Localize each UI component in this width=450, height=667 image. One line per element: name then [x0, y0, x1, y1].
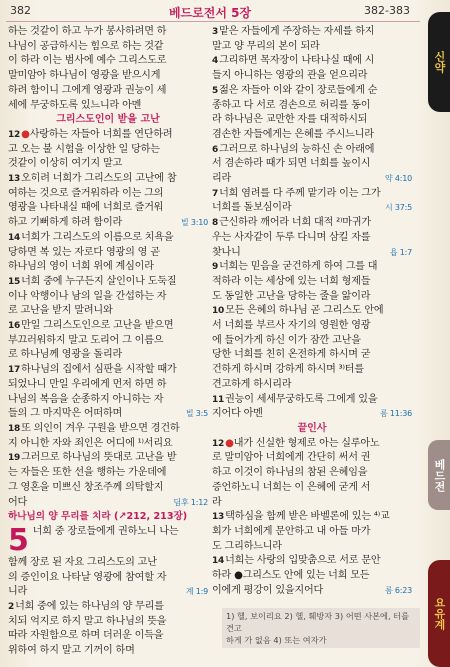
text-line — [8, 496, 208, 511]
verse-text: 겸손한 자들에게는 은혜를 주시느니라 — [212, 128, 374, 140]
verse-text: 지 아니한 자와 죄인은 어디에 ¹⁾서리요 — [8, 437, 173, 449]
verse-text: 오히려 너희가 그리스도의 고난에 참 — [21, 173, 177, 185]
verse-text: 너희는 사랑의 입맞춤으로 서로 문안 — [225, 555, 381, 567]
text-line — [8, 319, 208, 334]
text-line — [8, 40, 208, 55]
verse-text: 우는 사자같이 두루 다니며 삼킬 자를 — [212, 231, 371, 243]
verse-text: 근신하라 깨어라 너희 대적 ²⁾마귀가 — [219, 217, 371, 229]
text-line — [8, 378, 208, 393]
header-rule — [6, 21, 420, 22]
text-line — [212, 99, 412, 114]
verse-text: 하라 ●그리스도 안에 있는 너희 모든 — [212, 570, 370, 582]
verse-text: 그러므로 하나님의 능하신 손 아래에 — [219, 143, 375, 155]
verse-text: 하려 함이니 그에게 영광과 권능이 세 — [8, 84, 167, 96]
text-line — [8, 69, 208, 84]
verse-text: 너희 염려를 다 주께 맡기라 이는 그가 — [219, 187, 381, 199]
text-line — [8, 348, 208, 363]
text-line — [8, 556, 208, 571]
verse-text: 맡은 자들에게 주장하는 자세를 하지 — [219, 26, 375, 37]
text-line — [212, 584, 412, 599]
text-line — [8, 437, 208, 452]
text-line — [8, 25, 208, 40]
text-line — [8, 363, 208, 378]
verse-text: 사랑하는 자들아 너희를 연단하려 — [29, 128, 173, 140]
text-line — [212, 246, 412, 261]
verse-text: 견고하게 하시리라 — [212, 378, 292, 390]
text-line — [8, 481, 208, 496]
verse-text: 증언하노니 너희는 이 은혜에 굳게 서 — [212, 481, 371, 493]
verse-text: 당한 너희를 친히 온전하게 하시며 굳 — [212, 349, 371, 361]
section-heading: 하나님의 양 무리를 치라 (↗212, 213장) — [8, 511, 188, 523]
verse-text: 도 동일한 고난을 당하는 줄을 앎이라 — [212, 290, 371, 302]
section-heading: 그리스도인이 받을 고난 — [56, 114, 160, 126]
verse-text: 로 고난을 받지 말려니와 — [8, 305, 113, 317]
text-line — [8, 260, 208, 275]
text-line — [212, 451, 412, 466]
text-line — [212, 128, 412, 143]
verse-text: 서 겸손하라 때가 되면 너희를 높이시 — [212, 158, 371, 170]
text-line — [212, 290, 412, 305]
verse-text: 따라 자원함으로 하며 더러운 이득을 — [8, 630, 164, 642]
text-line — [212, 407, 412, 422]
text-line — [8, 128, 208, 143]
verse-number: 4 — [212, 56, 219, 67]
page-header — [0, 0, 450, 24]
text-line — [212, 569, 412, 584]
verse-text: 하나님의 집에서 심판을 시작할 때가 — [21, 364, 177, 376]
footnote-line: 하게 가 없음 4) 또는 여자가 — [226, 635, 327, 645]
book-tab-new-testament[interactable]: 신약 — [428, 12, 450, 112]
verse-text: 너희 중에 있는 하나님의 양 무리를 — [15, 601, 164, 613]
text-line — [212, 201, 412, 216]
text-line — [8, 201, 208, 216]
cross-reference: 빌 3:10 — [180, 218, 208, 228]
verse-text: 들의 그 마지막은 어떠하며 — [8, 408, 123, 420]
text-line — [212, 466, 412, 481]
verse-number: 17 — [8, 365, 21, 376]
text-line — [8, 99, 208, 114]
verse-text: 이에게 평강이 있을지어다 — [212, 584, 324, 596]
text-line — [8, 54, 208, 69]
verse-text: 권능이 세세무궁하도록 그에게 있을 — [225, 393, 378, 405]
verse-text: 찾나니 — [212, 246, 241, 258]
verse-text: 함께 장로 된 자요 그리스도의 고난 — [8, 556, 157, 568]
verse-number: 16 — [8, 321, 21, 332]
verse-number: 7 — [212, 188, 219, 199]
verse-text: 라 — [212, 496, 222, 508]
text-line — [8, 585, 208, 600]
verse-text: 고 오는 불 시험을 이상한 일 당하는 — [8, 143, 160, 155]
text-line — [212, 540, 412, 555]
text-line — [8, 422, 208, 437]
text-line — [212, 393, 412, 408]
verse-text: 그리하면 목자장이 나타나실 때에 시 — [219, 55, 375, 67]
verse-text: 너희가 그리스도의 이름으로 치욕을 — [21, 231, 174, 243]
verse-bullet-icon: ● — [225, 437, 234, 449]
cross-reference: 롬 11:36 — [380, 409, 412, 419]
verse-text: 그 영혼을 미쁘신 창조주께 의탁할지 — [8, 481, 164, 493]
verse-text: 회가 너희에게 문안하고 내 아들 마가 — [212, 525, 371, 537]
text-line — [212, 481, 412, 496]
text-line — [8, 334, 208, 349]
verse-number: 19 — [8, 453, 21, 464]
chapter-number: 5 — [8, 524, 29, 556]
cross-reference: 욥 1:7 — [389, 247, 412, 257]
verse-number: 8 — [212, 218, 219, 229]
book-tab-1-peter[interactable]: 베드전 — [428, 440, 450, 510]
verse-text: 적하라 이는 세상에 있는 너희 형제들 — [212, 275, 371, 287]
text-line — [212, 113, 412, 128]
verse-text: 건하게 하시며 강하게 하시며 ³⁾터를 — [212, 364, 364, 376]
verse-text: 니라 — [8, 586, 28, 598]
verse-number: 5 — [212, 85, 219, 96]
text-line — [212, 54, 412, 69]
text-line — [212, 334, 412, 349]
right-text-column — [212, 25, 412, 598]
verse-text: 나님이 공급하시는 힘으로 하는 것같 — [8, 40, 164, 52]
verse-text: 것같이 이상히 여기지 말고 — [8, 158, 123, 170]
book-chapter-title: 베드로전서 5장 — [168, 6, 252, 20]
verse-text: 하나님의 영이 너희 위에 계심이라 — [8, 261, 154, 273]
text-line — [212, 231, 412, 246]
verse-text: 이나 악행이나 남의 일을 간섭하는 자 — [8, 290, 167, 302]
verse-number: 9 — [212, 262, 219, 273]
page-range: 382-383 — [364, 4, 410, 17]
text-line — [212, 25, 412, 40]
verse-text: 이 하라 이는 범사에 예수 그리스도로 — [8, 55, 167, 67]
verse-number: 14 — [8, 232, 21, 243]
text-line — [8, 172, 208, 187]
left-text-column — [8, 25, 208, 659]
verse-text: 에 들어가게 하신 이가 잠깐 고난을 — [212, 334, 361, 346]
verse-text: 또 의인이 겨우 구원을 받으면 경건하 — [21, 422, 180, 434]
verse-number: 13 — [212, 512, 225, 523]
text-line — [212, 260, 412, 275]
text-line — [212, 525, 412, 540]
text-line — [212, 157, 412, 172]
section-heading: 끝인사 — [297, 422, 327, 434]
text-line — [8, 571, 208, 586]
verse-text: 하고 기뻐하게 하려 함이라 — [8, 217, 123, 229]
text-line — [8, 407, 208, 422]
text-line — [8, 275, 208, 290]
text-line — [212, 496, 412, 511]
verse-text: 치되 억지로 하지 말고 하나님의 뜻을 — [8, 615, 167, 627]
text-line — [8, 187, 208, 202]
verse-text: 종하고 다 서로 겸손으로 허리를 동이 — [212, 99, 371, 111]
text-line — [212, 363, 412, 378]
verse-text: 그러므로 하나님의 뜻대로 고난을 받 — [21, 452, 177, 464]
text-line — [212, 172, 412, 187]
verse-text: 너희 중에 누구든지 살인이나 도둑질 — [21, 275, 177, 287]
footnote-box — [222, 608, 420, 648]
footnote-line: 1) 헬, 보이리요 2) 헬, 훼방자 3) 어떤 사본에, 터를 견고 — [226, 611, 409, 633]
verse-text: 택하심을 함께 받은 바벨론에 있는 ⁴⁾교 — [225, 511, 390, 523]
verse-text: 하고 이것이 하나님의 참된 은혜임을 — [212, 467, 368, 479]
cross-reference: 계 1:9 — [185, 587, 208, 597]
text-line — [212, 84, 412, 99]
text-line — [212, 69, 412, 84]
text-line — [8, 216, 208, 231]
verse-text: 도 그리하느니라 — [212, 540, 282, 552]
cross-reference: 딤후 1:12 — [173, 497, 208, 507]
text-line — [8, 246, 208, 261]
verse-number: 15 — [8, 276, 21, 287]
verse-text: 부끄러워하지 말고 도리어 그 이름으 — [8, 334, 164, 346]
verse-text: 만일 그리스도인으로 고난을 받으면 — [21, 320, 174, 332]
verse-text: 나님의 복음을 순종하지 아니하는 자 — [8, 393, 164, 405]
verse-number: 2 — [8, 602, 15, 613]
text-line — [212, 348, 412, 363]
verse-text: 너희 중 장로들에게 권하노니 나는 — [32, 525, 179, 537]
verse-text: 지어다 아멘 — [212, 408, 263, 420]
verse-text: 말고 양 무리의 본이 되라 — [212, 40, 320, 52]
page-number-left: 382 — [10, 4, 31, 17]
verse-number: 10 — [212, 306, 225, 317]
verse-text: 어다 — [8, 496, 28, 508]
text-line — [212, 378, 412, 393]
text-line — [212, 216, 412, 231]
verse-number: 13 — [8, 174, 21, 185]
verse-text: 세에 무궁하도록 있느니라 아멘 — [8, 99, 142, 111]
text-line — [8, 525, 208, 556]
text-line — [212, 143, 412, 158]
text-line — [212, 187, 412, 202]
cross-reference: 롬 6:23 — [384, 585, 412, 595]
text-line — [8, 600, 208, 615]
text-line — [212, 304, 412, 319]
text-line — [212, 510, 412, 525]
text-line — [8, 157, 208, 172]
text-line — [212, 554, 412, 569]
verse-number: 12 — [8, 129, 21, 140]
text-line — [8, 290, 208, 305]
verse-text: 서 너희를 부르사 자기의 영원한 영광 — [212, 320, 371, 332]
verse-text: 되었나니 만일 우리에게 먼저 하면 하 — [8, 378, 167, 390]
verse-text: 여하는 것으로 즐거워하라 이는 그의 — [8, 187, 164, 199]
verse-text: 당하면 복 있는 자로다 영광의 영 곧 — [8, 246, 160, 258]
verse-text: 리라 — [212, 173, 232, 185]
book-tab-jude-revelation[interactable]: 요유계 — [428, 560, 450, 667]
text-line — [8, 143, 208, 158]
text-line — [8, 615, 208, 630]
text-line — [8, 451, 208, 466]
verse-text: 영광을 나타내실 때에 너희로 즐거워 — [8, 202, 164, 214]
text-line — [8, 393, 208, 408]
verse-number: 6 — [212, 144, 219, 155]
text-line — [212, 319, 412, 334]
cross-reference: 약 4:10 — [384, 174, 412, 184]
cross-reference: 시 37:5 — [384, 203, 412, 213]
verse-text: 내가 신실한 형제로 아는 실루아노 — [233, 437, 380, 449]
text-line — [8, 84, 208, 99]
verse-number: 12 — [212, 438, 225, 449]
verse-text: 모든 은혜의 하나님 곧 그리스도 안에 — [225, 305, 384, 317]
verse-number: 11 — [212, 394, 225, 405]
verse-number: 3 — [212, 27, 219, 37]
cross-reference: 빌 3:5 — [185, 409, 208, 419]
verse-text: 의 증인이요 나타날 영광에 참여할 자 — [8, 571, 167, 583]
text-line — [8, 466, 208, 481]
verse-number: 18 — [8, 423, 21, 434]
verse-text: 들지 아니하는 영광의 관을 얻으리라 — [212, 70, 368, 82]
verse-text: 너희는 믿음을 굳건하게 하여 그를 대 — [219, 261, 378, 273]
verse-text: 로 말미암아 너희에게 간단히 써서 권 — [212, 452, 371, 464]
verse-text: 로 하나님께 영광을 돌리라 — [8, 349, 123, 361]
text-line — [212, 275, 412, 290]
text-line — [212, 437, 412, 452]
verse-text: 위하여 하지 말고 기꺼이 하며 — [8, 645, 135, 657]
verse-text: 하는 것같이 하고 누가 봉사하려면 하 — [8, 26, 167, 37]
text-line — [8, 231, 208, 246]
verse-text: 젊은 자들아 이와 같이 장로들에게 순 — [219, 84, 378, 96]
text-line — [8, 304, 208, 319]
verse-text: 너희를 돌보심이라 — [212, 202, 292, 214]
text-line — [8, 629, 208, 644]
text-line — [212, 40, 412, 55]
verse-text: 라 하나님은 교만한 자를 대적하시되 — [212, 114, 368, 126]
text-line — [8, 644, 208, 659]
verse-text: 말미암아 하나님이 영광을 받으시게 — [8, 70, 161, 82]
verse-bullet-icon: ● — [21, 128, 30, 140]
verse-number: 14 — [212, 556, 225, 567]
verse-text: 는 자들은 또한 선을 행하는 가운데에 — [8, 467, 167, 479]
